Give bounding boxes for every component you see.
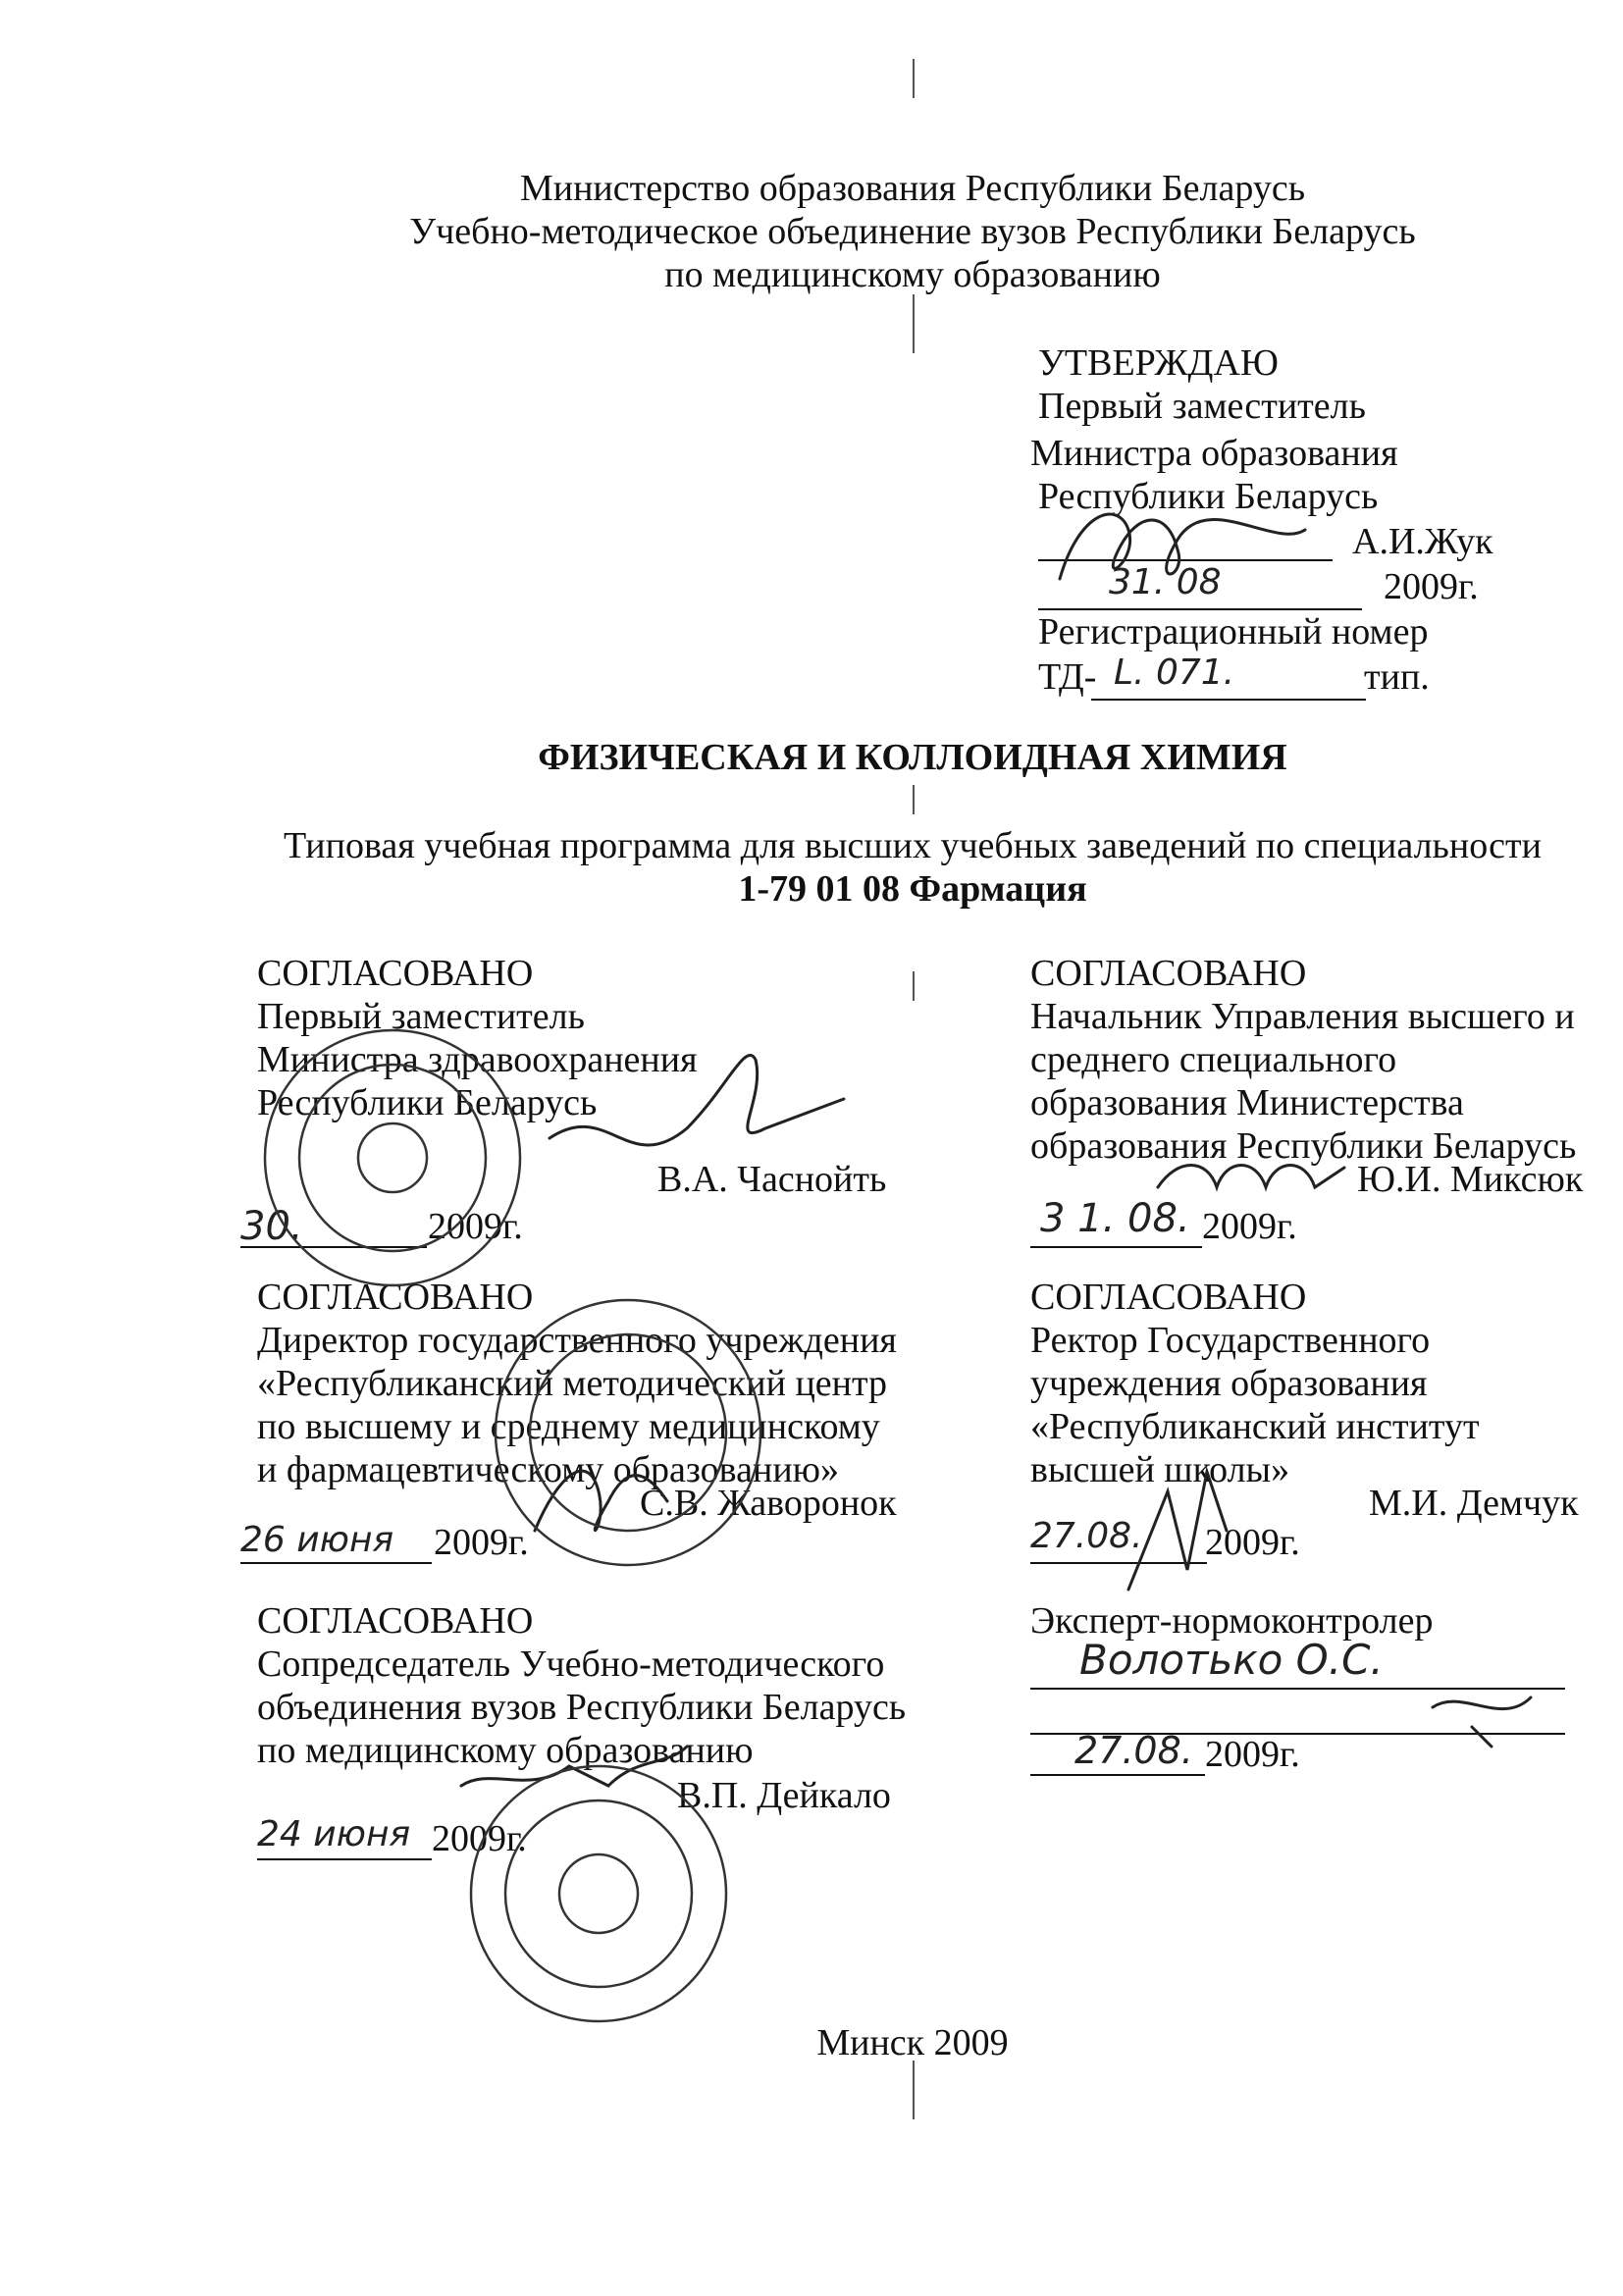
b1-signature (550, 1055, 844, 1145)
approval-line-3: Республики Беларусь (1038, 476, 1379, 517)
b2-line-2: среднего специального (1030, 1039, 1397, 1080)
b4-line-4: высшей школы» (1030, 1449, 1290, 1490)
b5-heading: СОГЛАСОВАНО (257, 1600, 534, 1642)
b4-date-handwritten: 27.08. (1030, 1516, 1143, 1556)
b6-heading: Эксперт-нормоконтролер (1030, 1600, 1434, 1642)
b1-signer: В.А. Часнойть (657, 1159, 887, 1200)
b1-date-handwritten: 30. (240, 1204, 303, 1249)
footer-city-year: Минск 2009 (816, 2022, 1009, 2063)
b2-signer: Ю.И. Миксюк (1357, 1159, 1584, 1200)
b5-line-2: объединения вузов Республики Беларусь (257, 1687, 907, 1728)
approval-signature (1060, 514, 1305, 579)
b3-line-4: и фармацевтическому образованию» (257, 1449, 840, 1490)
b3-line-3: по высшему и среднему медицинскому (257, 1406, 880, 1447)
b3-stamp (496, 1300, 760, 1565)
b4-year: 2009г. (1205, 1522, 1300, 1563)
approval-year: 2009г. (1384, 566, 1479, 607)
b3-heading: СОГЛАСОВАНО (257, 1277, 534, 1318)
b2-year: 2009г. (1202, 1206, 1297, 1247)
b3-year: 2009г. (434, 1522, 529, 1563)
document-subtitle: Типовая учебная программа для высших учебных заведений по специальности (284, 825, 1542, 866)
b4-line-3: «Республиканский институт (1030, 1406, 1480, 1447)
b5-signer: В.П. Дейкало (677, 1775, 891, 1816)
b5-signature (461, 1747, 687, 1786)
header-ministry: Министерство образования Республики Беларусь (519, 168, 1306, 209)
b5-line-1: Сопредседатель Учебно-методического (257, 1644, 885, 1685)
approval-reg-handwritten: L. 071. (1114, 652, 1235, 693)
document-title: ФИЗИЧЕСКАЯ И КОЛЛОИДНАЯ ХИМИЯ (538, 737, 1287, 778)
b1-line-2: Министра здравоохранения (257, 1039, 698, 1080)
b3-line-2: «Республиканский методический центр (257, 1363, 888, 1404)
b1-heading: СОГЛАСОВАНО (257, 953, 534, 994)
b3-signature (535, 1471, 667, 1531)
b5-date-handwritten: 24 июня (257, 1814, 411, 1854)
b4-signer: М.И. Демчук (1369, 1483, 1579, 1524)
b6-signature (1433, 1697, 1531, 1747)
b6-name-handwritten: Волотько О.С. (1079, 1636, 1384, 1684)
b4-line-2: учреждения образования (1030, 1363, 1428, 1404)
approval-line-1: Первый заместитель (1038, 386, 1366, 427)
b2-line-4: образования Республики Беларусь (1030, 1125, 1577, 1167)
b6-year: 2009г. (1205, 1734, 1300, 1775)
approval-reg-suffix: тип. (1364, 656, 1430, 698)
b5-stamp (471, 1766, 726, 2021)
b1-year: 2009г. (428, 1206, 523, 1247)
document-specialty: 1-79 01 08 Фармация (738, 868, 1087, 910)
b4-heading: СОГЛАСОВАНО (1030, 1277, 1307, 1318)
b2-heading: СОГЛАСОВАНО (1030, 953, 1307, 994)
b1-line-3: Республики Беларусь (257, 1082, 598, 1123)
approval-reg-prefix: ТД- (1038, 656, 1097, 698)
b2-line-3: образования Министерства (1030, 1082, 1464, 1123)
b1-line-1: Первый заместитель (257, 996, 585, 1037)
b6-date-handwritten: 27.08. (1074, 1729, 1193, 1772)
approval-line-2: Министра образования (1030, 433, 1398, 474)
b3-line-1: Директор государственного учреждения (257, 1320, 897, 1361)
approval-date-handwritten: 31. 08 (1109, 562, 1222, 602)
b5-line-3: по медицинскому образованию (257, 1730, 754, 1771)
approval-signer: А.И.Жук (1352, 521, 1493, 562)
b4-line-1: Ректор Государственного (1030, 1320, 1431, 1361)
b4-signature (1128, 1472, 1227, 1590)
header-umo: Учебно-методическое объединение вузов Республики Беларусь (409, 211, 1416, 252)
b1-stamp (265, 1030, 520, 1285)
approval-title: УТВЕРЖДАЮ (1038, 342, 1279, 384)
b2-line-1: Начальник Управления высшего и (1030, 996, 1575, 1037)
header-umo-field: по медицинскому образованию (664, 254, 1161, 295)
b3-date-handwritten: 26 июня (240, 1520, 394, 1560)
approval-reg-label: Регистрационный номер (1038, 611, 1429, 652)
b2-date-handwritten: 3 1. 08. (1040, 1196, 1190, 1241)
b2-signature (1158, 1166, 1344, 1188)
b5-year: 2009г. (432, 1818, 527, 1859)
b3-signer: С.В. Жаворонок (640, 1483, 897, 1524)
